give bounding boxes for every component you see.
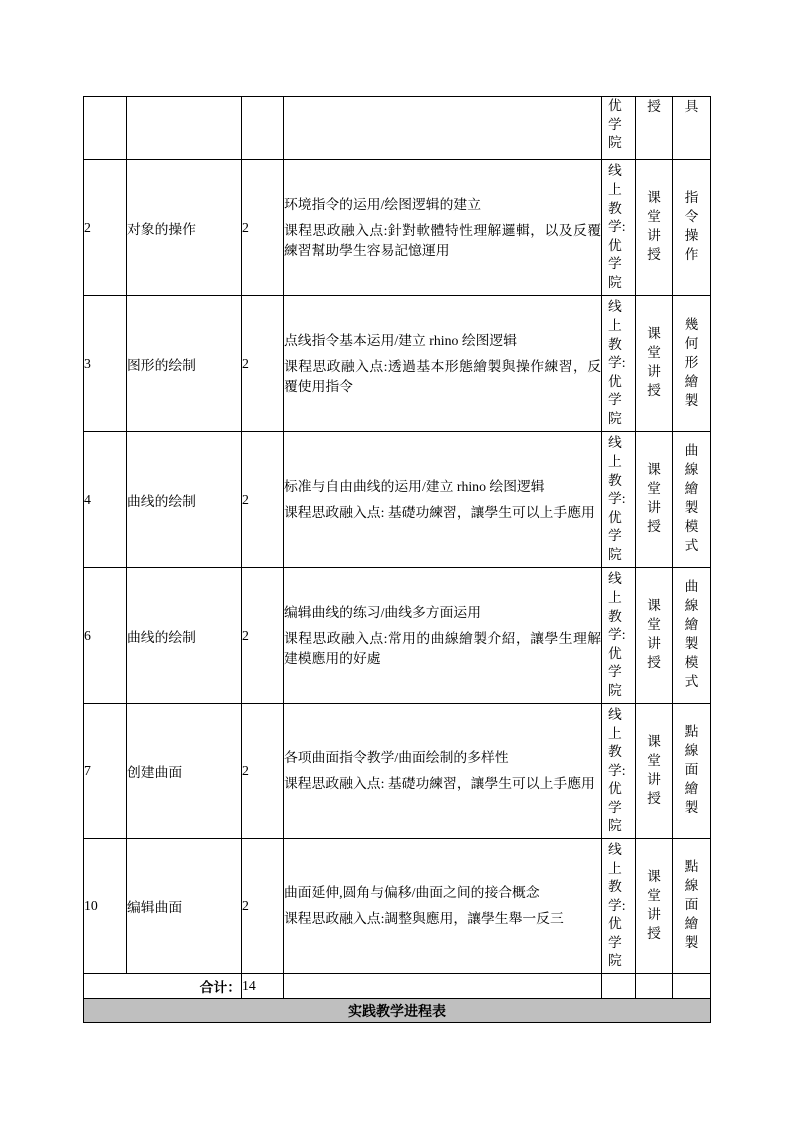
- teaching-method-text: 课堂讲授: [647, 733, 661, 806]
- table-row-total: [84, 974, 711, 999]
- cell-topic: [127, 704, 242, 839]
- lesson-hours: 2: [242, 898, 249, 913]
- teaching-mode-text: 线上教学:优学院: [608, 571, 626, 698]
- lesson-topic: 对象的操作: [127, 221, 196, 237]
- cell-lesson-number: [84, 97, 127, 160]
- cell-teaching-mode: [602, 160, 636, 296]
- teaching-tool-text: 指令操作: [684, 190, 699, 262]
- cell-content: [284, 160, 602, 296]
- teaching-mode-text: 线上教学:优学院: [608, 435, 626, 562]
- ideology-point: 课程思政融入点:透過基本形態繪製與操作練習，反覆使用指令: [284, 358, 601, 394]
- table-row: [84, 432, 711, 568]
- cell-teaching-tool: [673, 432, 711, 568]
- lesson-number: 2: [84, 219, 91, 235]
- cell-teaching-mode: [602, 704, 636, 839]
- cell-teaching-method: [636, 568, 673, 704]
- cell-content: [284, 296, 602, 432]
- teaching-method-text: 课堂讲授: [647, 598, 661, 670]
- table-row: [84, 704, 711, 839]
- content-summary: 各项曲面指令教学/曲面绘制的多样性: [284, 750, 509, 765]
- lesson-number: 4: [84, 491, 91, 507]
- lesson-topic: 编辑曲面: [127, 900, 183, 915]
- lesson-topic: 创建曲面: [127, 765, 183, 780]
- cell-hours: [242, 97, 284, 160]
- cell-content: [284, 97, 602, 160]
- cell-empty: [673, 974, 711, 999]
- cell-teaching-tool: [673, 296, 711, 432]
- cell-topic: [127, 296, 242, 432]
- cell-content: [284, 704, 602, 839]
- lesson-topic: 曲线的绘制: [127, 493, 196, 509]
- cell-lesson-number: [84, 839, 127, 974]
- total-hours: 14: [242, 974, 284, 999]
- cell-lesson-number: [84, 704, 127, 839]
- lesson-hours: 2: [242, 355, 249, 371]
- teaching-mode-text: 线上教学:优学院: [608, 841, 626, 969]
- cell-hours: [242, 160, 284, 296]
- teaching-tool-text: 幾何形繪製: [684, 316, 699, 408]
- cell-teaching-tool: [673, 568, 711, 704]
- table-row: [84, 296, 711, 432]
- teaching-method-text: 课堂讲授: [647, 190, 661, 262]
- table-row: [84, 839, 711, 974]
- cell-empty: [602, 974, 636, 999]
- lesson-number: 6: [84, 627, 91, 643]
- teaching-tool-text: 曲線繪製模式: [684, 579, 699, 689]
- ideology-point: 课程思政融入点:針對軟體特性理解邏輯，以及反覆練習幫助學生容易記憶運用: [284, 222, 601, 258]
- lesson-topic: 曲线的绘制: [127, 629, 196, 645]
- cell-hours: [242, 839, 284, 974]
- cell-teaching-method: [636, 160, 673, 296]
- lesson-hours: 2: [242, 491, 249, 507]
- cell-lesson-number: [84, 568, 127, 704]
- lesson-hours: 2: [242, 763, 249, 778]
- cell-content: [284, 839, 602, 974]
- table-row: [84, 160, 711, 296]
- lesson-number: 10: [84, 898, 98, 913]
- teaching-tool-text: 具: [684, 99, 699, 114]
- teaching-tool-text: 點線面繪製: [684, 859, 699, 950]
- cell-content: [284, 432, 602, 568]
- teaching-tool-text: 點線面繪製: [684, 724, 699, 815]
- content-summary: 标准与自由曲线的运用/建立 rhino 绘图逻辑: [284, 478, 545, 494]
- course-schedule-table: [83, 96, 711, 1023]
- cell-topic: [127, 160, 242, 296]
- lesson-topic: 图形的绘制: [127, 357, 196, 373]
- ideology-point: 课程思政融入点:調整與應用，讓學生舉一反三: [284, 911, 564, 926]
- teaching-method-text: 课堂讲授: [647, 326, 661, 398]
- lesson-number: 3: [84, 355, 91, 371]
- teaching-mode-text: 线上教学:优学院: [608, 706, 626, 834]
- teaching-mode-text: 优学院: [608, 98, 622, 151]
- teaching-mode-text: 线上教学:优学院: [608, 163, 626, 290]
- teaching-method-text: 课堂讲授: [647, 462, 661, 534]
- teaching-method-text: 授: [647, 99, 661, 114]
- cell-teaching-tool: [673, 839, 711, 974]
- content-summary: 编辑曲线的练习/曲线多方面运用: [284, 604, 481, 620]
- section-title: 实践教学进程表: [84, 999, 711, 1023]
- cell-topic: [127, 97, 242, 160]
- cell-topic: [127, 568, 242, 704]
- total-label: 合计：: [84, 974, 242, 999]
- lesson-hours: 2: [242, 219, 249, 235]
- cell-teaching-mode: [602, 432, 636, 568]
- cell-lesson-number: [84, 432, 127, 568]
- cell-teaching-method: [636, 432, 673, 568]
- ideology-point: 课程思政融入点: 基礎功練習，讓學生可以上手應用: [284, 504, 595, 520]
- ideology-point: 课程思政融入点:常用的曲線繪製介紹，讓學生理解建模應用的好處: [284, 630, 601, 666]
- cell-teaching-tool: [673, 160, 711, 296]
- cell-hours: [242, 432, 284, 568]
- cell-lesson-number: [84, 160, 127, 296]
- cell-content: [284, 568, 602, 704]
- ideology-point: 课程思政融入点: 基礎功練習，讓學生可以上手應用: [284, 776, 595, 791]
- teaching-mode-text: 线上教学:优学院: [608, 299, 626, 426]
- teaching-tool-text: 曲線繪製模式: [684, 443, 699, 553]
- cell-teaching-mode: [602, 97, 636, 160]
- cell-teaching-mode: [602, 839, 636, 974]
- cell-lesson-number: [84, 296, 127, 432]
- content-summary: 环境指令的运用/绘图逻辑的建立: [284, 196, 481, 212]
- table-row: [84, 568, 711, 704]
- cell-empty: [284, 974, 602, 999]
- cell-teaching-mode: [602, 296, 636, 432]
- cell-teaching-method: [636, 97, 673, 160]
- table-row-continued: [84, 97, 711, 160]
- cell-topic: [127, 432, 242, 568]
- section-header-row: [84, 999, 711, 1023]
- cell-teaching-method: [636, 296, 673, 432]
- content-summary: 点线指令基本运用/建立 rhino 绘图逻辑: [284, 332, 518, 348]
- content-summary: 曲面延伸,圆角与偏移/曲面之间的接合概念: [284, 885, 540, 900]
- teaching-method-text: 课堂讲授: [647, 868, 661, 941]
- cell-hours: [242, 296, 284, 432]
- cell-teaching-mode: [602, 568, 636, 704]
- cell-teaching-method: [636, 704, 673, 839]
- cell-teaching-tool: [673, 97, 711, 160]
- cell-empty: [636, 974, 673, 999]
- cell-hours: [242, 704, 284, 839]
- cell-hours: [242, 568, 284, 704]
- cell-teaching-tool: [673, 704, 711, 839]
- cell-topic: [127, 839, 242, 974]
- lesson-hours: 2: [242, 627, 249, 643]
- lesson-number: 7: [84, 763, 91, 778]
- cell-teaching-method: [636, 839, 673, 974]
